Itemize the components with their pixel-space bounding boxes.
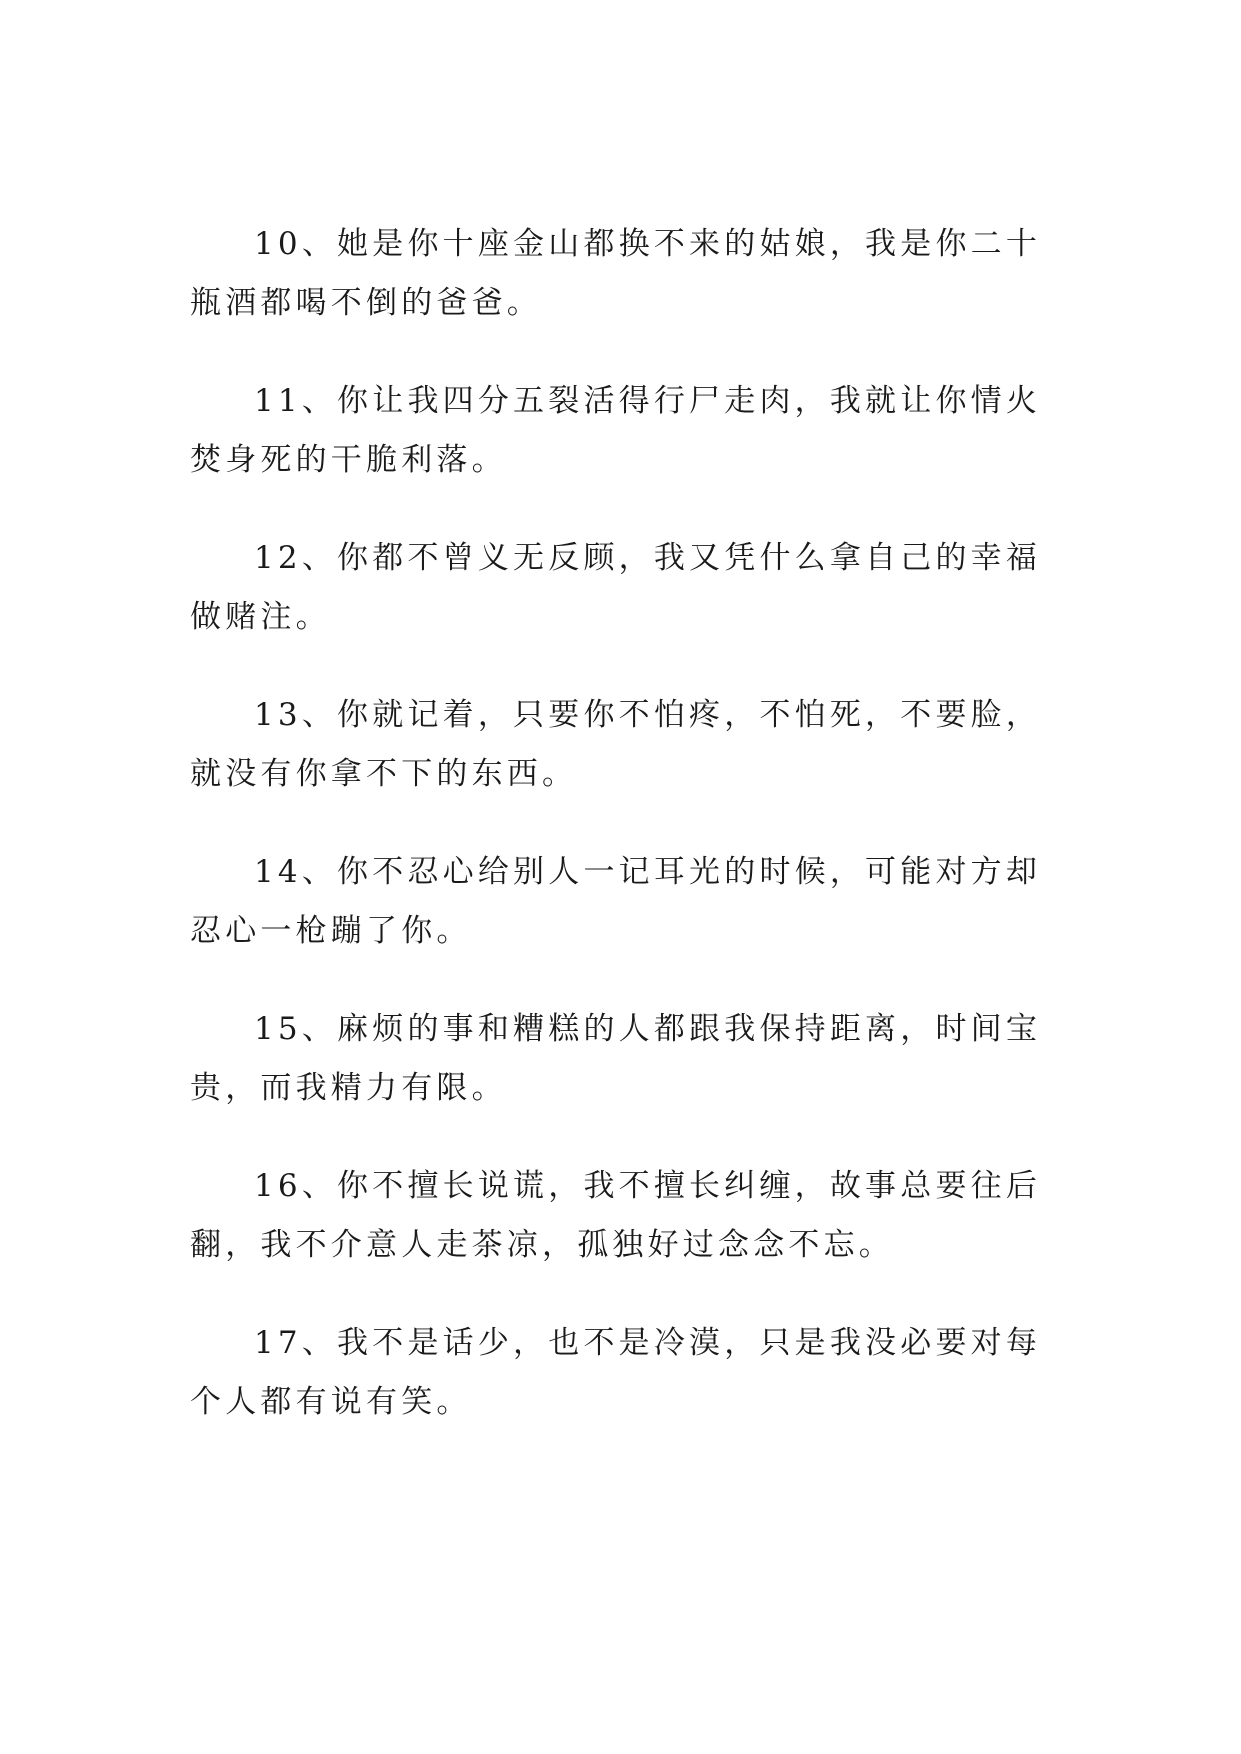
paragraph-13: 13、你就记着，只要你不怕疼，不怕死，不要脸，就没有你拿不下的东西。: [190, 697, 1042, 792]
paragraph-14: 14、你不忍心给别人一记耳光的时候，可能对方却忍心一枪蹦了你。: [190, 854, 1042, 949]
paragraph-16: 16、你不擅长说谎，我不擅长纠缠，故事总要往后翻，我不介意人走茶凉，孤独好过念念不忘。: [190, 1168, 1042, 1263]
paragraph-12: 12、你都不曾义无反顾，我又凭什么拿自己的幸福做赌注。: [190, 540, 1042, 635]
paragraph-10: 10、她是你十座金山都换不来的姑娘，我是你二十瓶酒都喝不倒的爸爸。: [190, 226, 1042, 321]
paragraph-17: 17、我不是话少，也不是冷漠，只是我没必要对每个人都有说有笑。: [190, 1325, 1042, 1420]
paragraph-11: 11、你让我四分五裂活得行尸走肉，我就让你情火焚身死的干脆利落。: [190, 383, 1042, 478]
paragraph-15: 15、麻烦的事和糟糕的人都跟我保持距离，时间宝贵，而我精力有限。: [190, 1011, 1042, 1106]
